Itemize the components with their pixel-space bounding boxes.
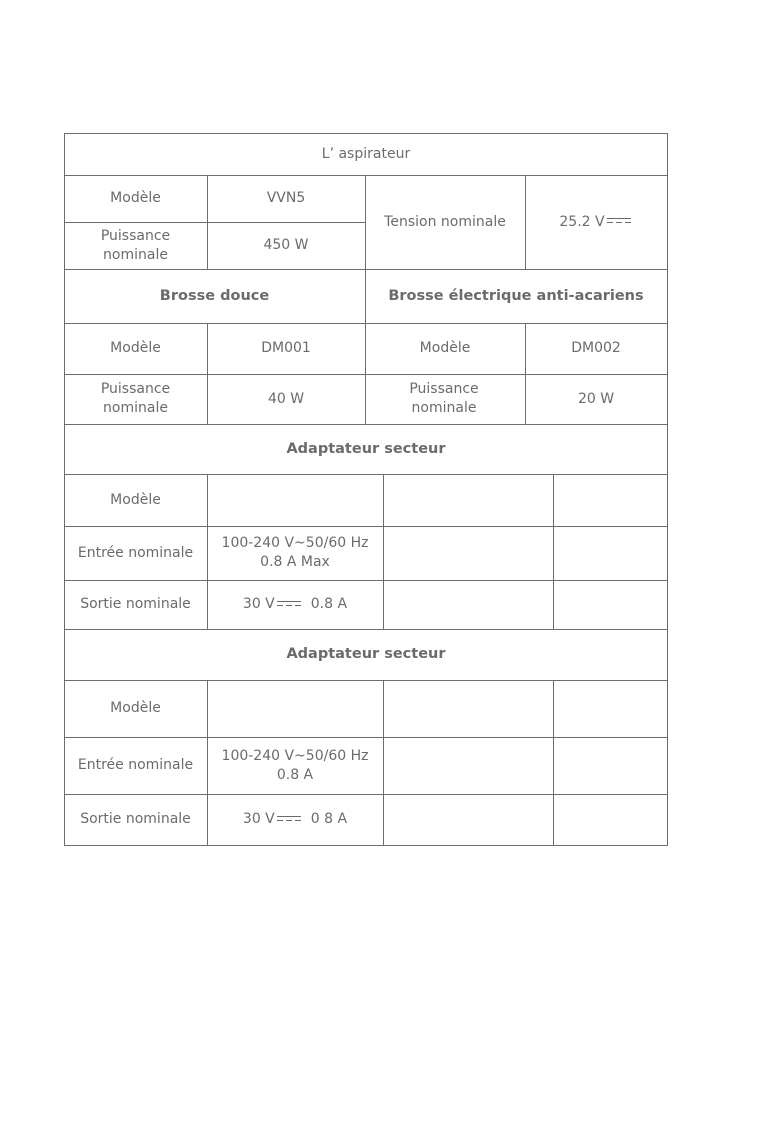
divider bbox=[553, 680, 554, 846]
brosse-electrique-modele-value: DM002 bbox=[571, 340, 621, 356]
entree-value-line1: 100-240 V~50/60 Hz bbox=[221, 535, 369, 551]
brosse-electrique-puissance-value: 20 W bbox=[577, 390, 615, 407]
adaptateur-2-entree-label: Entrée nominale bbox=[77, 757, 194, 773]
dc-symbol-icon bbox=[277, 601, 301, 607]
brosse-douce-modele-value: DM001 bbox=[261, 340, 311, 356]
adaptateur-1-entree-label: Entrée nominale bbox=[77, 544, 194, 561]
aspirateur-puissance-label: Puissance nominale bbox=[100, 227, 171, 263]
adaptateur-1-sortie-value bbox=[207, 580, 383, 629]
sortie-voltage: 30 V bbox=[242, 811, 275, 827]
entree-value-line2: 0.8 A bbox=[276, 766, 314, 783]
adaptateur-1-entree-value bbox=[207, 526, 383, 580]
sortie-current: 0.8 A bbox=[310, 596, 348, 612]
table-border-bottom bbox=[64, 845, 668, 846]
divider bbox=[553, 474, 554, 630]
brosse-douce-puissance-value: 40 W bbox=[267, 390, 305, 407]
aspirateur-modele-value: VVN5 bbox=[266, 190, 306, 206]
aspirateur-modele-label: Modèle bbox=[110, 190, 161, 206]
specifications-table bbox=[64, 133, 668, 846]
section-title-adaptateur-2: Adaptateur secteur bbox=[286, 646, 446, 662]
adaptateur-2-sortie-label: Sortie nominale bbox=[80, 811, 191, 827]
adaptateur-1-modele-label: Modèle bbox=[110, 491, 161, 508]
brosse-electrique-puissance-label: Puissance nominale bbox=[409, 381, 479, 416]
section-title-aspirateur: L’ aspirateur bbox=[321, 145, 411, 162]
adaptateur-2-modele-label: Modèle bbox=[110, 700, 161, 716]
dc-symbol-icon bbox=[607, 218, 631, 224]
sortie-voltage: 30 V bbox=[242, 596, 275, 612]
divider bbox=[383, 474, 384, 630]
sortie-current: 0 8 A bbox=[310, 811, 348, 827]
entree-value-line2: 0.8 A Max bbox=[260, 554, 330, 570]
section-title-brosse-electrique: Brosse électrique anti-acariens bbox=[388, 287, 644, 304]
aspirateur-puissance-value: 450 W bbox=[263, 237, 309, 253]
adaptateur-1-sortie-label: Sortie nominale bbox=[80, 596, 191, 612]
brosse-douce-puissance-label: Puissance nominale bbox=[100, 381, 171, 416]
aspirateur-tension-value bbox=[525, 175, 667, 269]
entree-value-line1: 100-240 V~50/60 Hz bbox=[221, 747, 369, 764]
brosse-electrique-modele-label: Modèle bbox=[419, 340, 471, 356]
divider bbox=[383, 680, 384, 846]
tension-value-text: 25.2 V bbox=[559, 213, 605, 230]
section-title-brosse-douce: Brosse douce bbox=[159, 287, 270, 304]
table-border-right bbox=[667, 133, 668, 846]
aspirateur-tension-label: Tension nominale bbox=[384, 213, 506, 230]
adaptateur-2-entree-value bbox=[207, 737, 383, 794]
adaptateur-2-sortie-value bbox=[207, 794, 383, 845]
dc-symbol-icon bbox=[277, 816, 301, 822]
section-title-adaptateur-1: Adaptateur secteur bbox=[286, 440, 446, 457]
brosse-douce-modele-label: Modèle bbox=[110, 340, 161, 356]
